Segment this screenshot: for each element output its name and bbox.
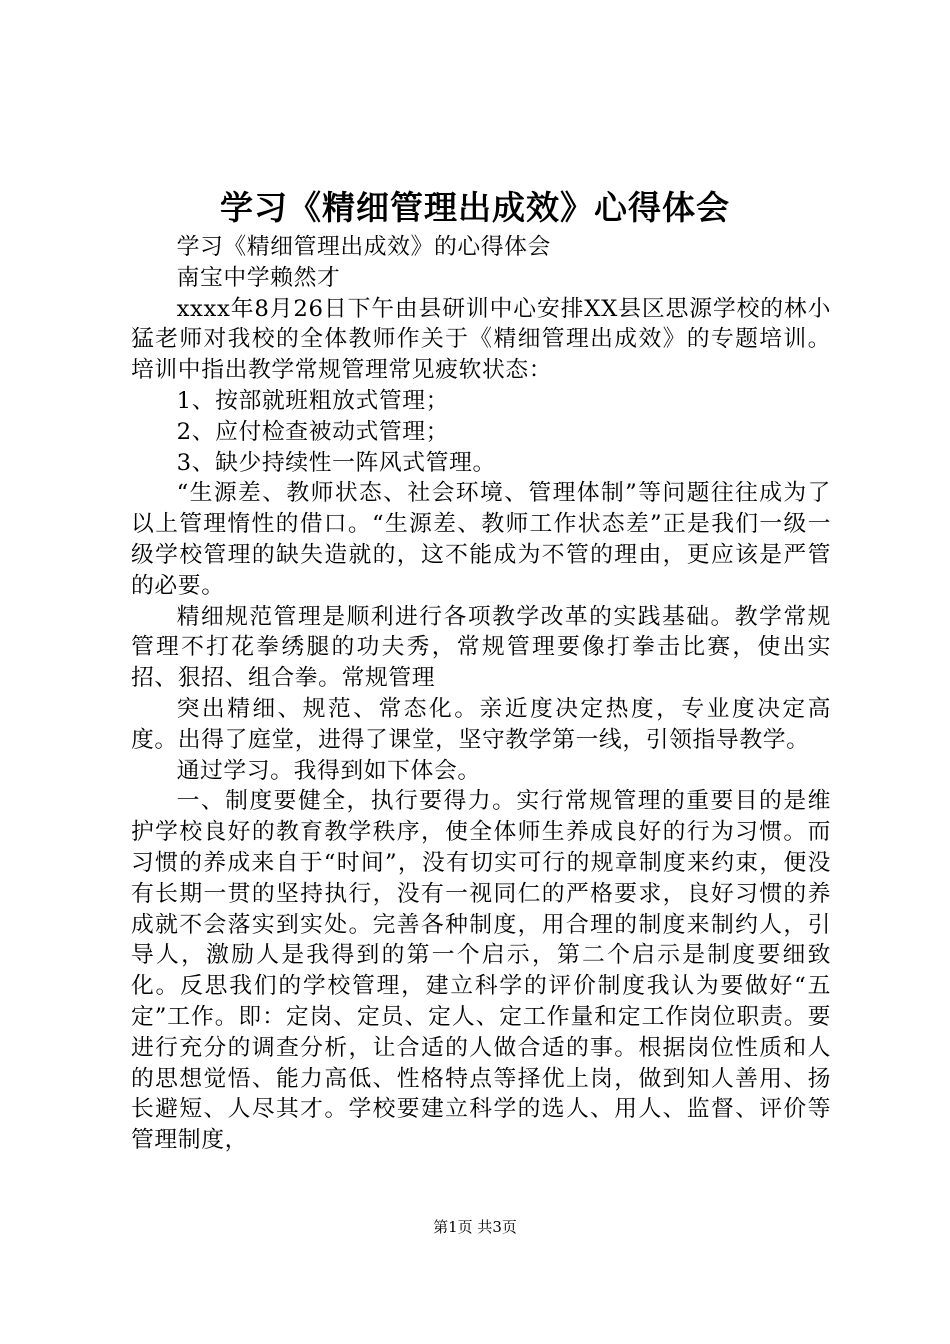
document-body xyxy=(131,232,831,1156)
body-paragraph: 突出精细、规范、常态化。亲近度决定热度，专业度决定高度。出得了庭堂，进得了课堂，坚守教学第一线，引领指导教学。 xyxy=(131,695,831,753)
body-paragraph: 通过学习。我得到如下体会。 xyxy=(176,757,481,784)
author-paragraph: 南宝中学赖然才 xyxy=(176,264,341,291)
page-footer: 第1页 共3页 xyxy=(433,1218,517,1236)
body-paragraph: 一、制度要健全，执行要得力。实行常规管理的重要目的是维护学校良好的教育教学秩序，使全体师生养成良好的行为习惯。而习惯的养成来自于“时间”，没有切实可行的规章制度来约束，便没有长期一贯的坚持执行，没有一视同仁的严格要求，良好习惯的养成就不会落实到实处。完善各种制度，用合理的制度来制约人，引导人，激励人是我得到的第一个启示，第二个启示是制度要细致化。反思我们的学校管理，建立科学的评价制度我认为要做好“五定”工作。即：定岗、定员、定人、定工作量和定工作岗位职责。要进行充分的调查分析，让合适的人做合适的事。根据岗位性质和人的思想觉悟、能力高低、性格特点等择优上岗，做到知人善用、扬长避短、人尽其才。学校要建立科学的选人、用人、监督、评价等管理制度， xyxy=(131,788,831,1154)
document-title: 学习《精细管理出成效》心得体会 xyxy=(220,188,730,227)
list-item: 3、缺少持续性一阵风式管理。 xyxy=(176,449,496,476)
body-paragraph: “生源差、教师状态、社会环境、管理体制”等问题往往成为了以上管理惰性的借口。“生源差、教师工作状态差”正是我们一级一级学校管理的缺失造就的，这不能成为不管的理由，更应该是严管的必要。 xyxy=(131,480,831,599)
body-paragraph: 精细规范管理是顺利进行各项教学改革的实践基础。教学常规管理不打花拳绣腿的功夫秀，常规管理要像打拳击比赛，使出实招、狠招、组合拳。常规管理 xyxy=(131,603,831,692)
subtitle-paragraph: 学习《精细管理出成效》的心得体会 xyxy=(176,234,551,260)
list-item: 2、应付检查被动式管理； xyxy=(176,418,450,445)
body-paragraph: xxxx年8月26日下午由县研训中心安排XX县区思源学校的林小猛老师对我校的全体教师作关于《精细管理出成效》的专题培训。培训中指出教学常规管理常见疲软状态： xyxy=(131,295,831,384)
list-item: 1、按部就班粗放式管理； xyxy=(176,387,450,414)
